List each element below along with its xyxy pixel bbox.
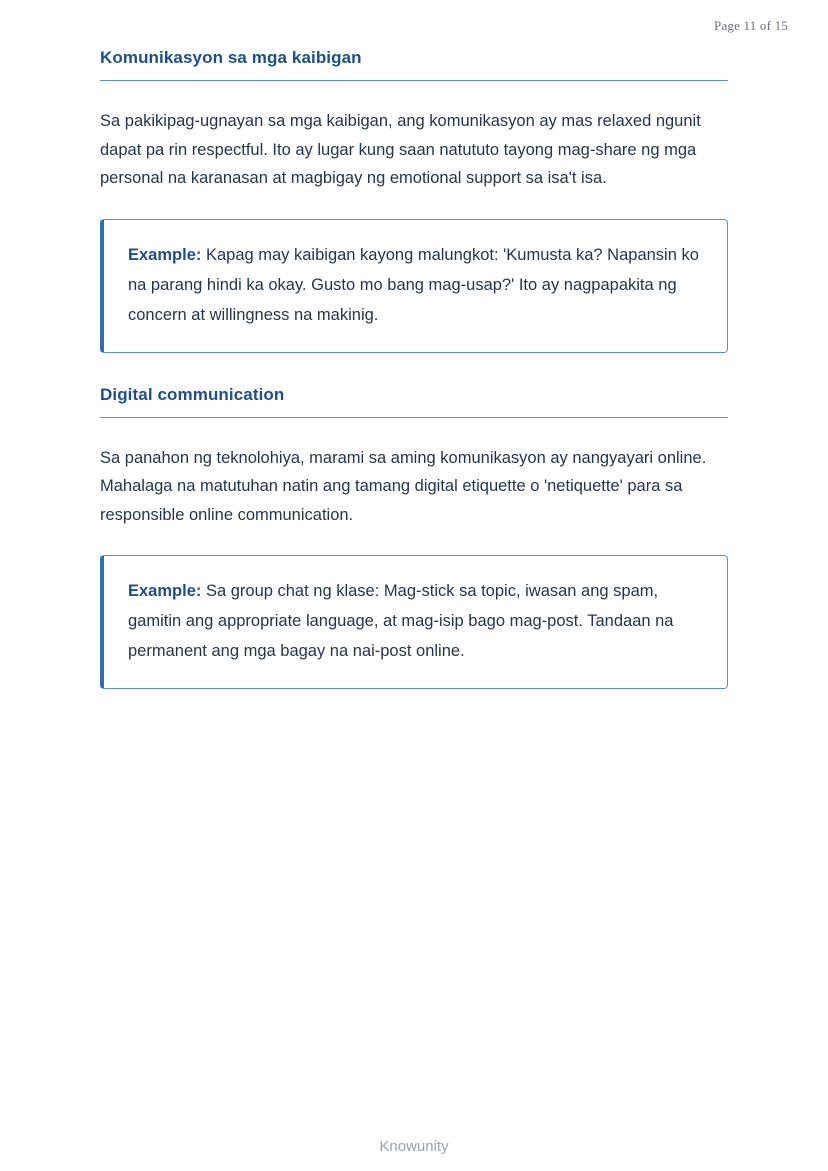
example-label-2: Example: (128, 582, 202, 600)
document-content (100, 48, 728, 721)
example-paragraph-1 (128, 240, 703, 330)
example-paragraph-2 (128, 576, 703, 666)
section-title-2: Digital communication (100, 384, 285, 404)
section-title-1: Komunikasyon sa mga kaibigan (100, 48, 362, 67)
page-number: Page 11 of 15 (714, 18, 788, 33)
section-rule-2 (100, 417, 728, 418)
section-rule-1 (100, 80, 728, 81)
example-label-1: Example: (128, 245, 202, 264)
example-text-1: Kapag may kaibigan kayong malungkot: 'Kumusta ka? Napansin ko na parang hindi ka okay. Gusto mo bang mag-usap?' Ito ay nagpapakita ng concern at willingness na makinig. (128, 245, 699, 324)
section-paragraph-1: Sa pakikipag-ugnayan sa mga kaibigan, ang komunikasyon ay mas relaxed ngunit dapat pa rin respectful. Ito ay lugar kung saan natututo tayong mag-share ng mga personal na karanasan at magbigay ng emotional support sa isa't isa. (100, 112, 701, 187)
example-box-1 (100, 219, 728, 353)
footer-brand: Knowunity (379, 1138, 449, 1155)
section-paragraph-2: Sa panahon ng teknolohiya, marami sa aming komunikasyon ay nangyayari online. Mahalaga na matutuhan natin ang tamang digital etiquette o 'netiquette' para sa responsible online communication. (100, 448, 707, 524)
example-text-2: Sa group chat ng klase: Mag-stick sa topic, iwasan ang spam, gamitin ang appropriate language, at mag-isip bago mag-post. Tandaan na permanent ang mga bagay na nai-post online. (128, 582, 674, 660)
example-box-2 (100, 555, 728, 689)
